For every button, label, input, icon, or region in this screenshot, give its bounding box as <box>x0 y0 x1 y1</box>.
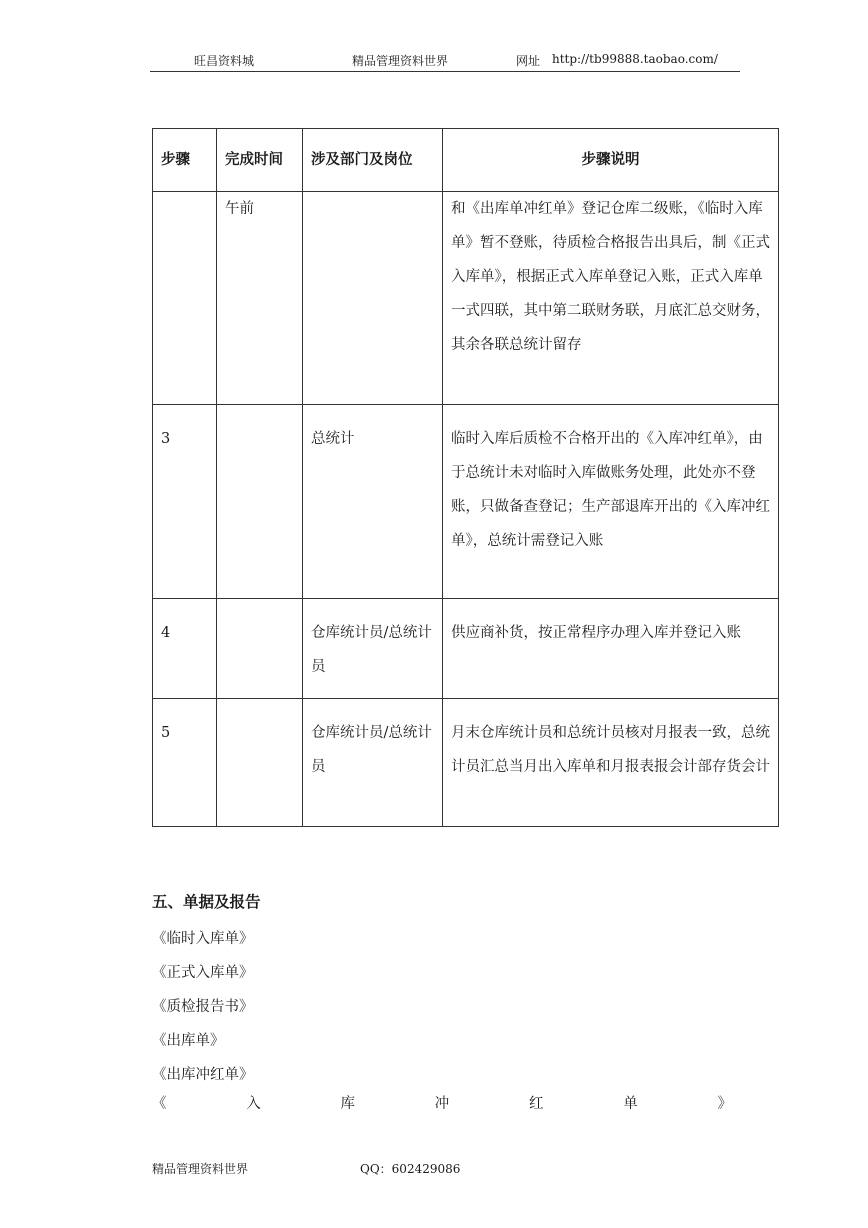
spread-char: 入 <box>246 1096 261 1112</box>
spread-char: 冲 <box>434 1096 450 1112</box>
header-url-label: 网址 <box>516 54 541 68</box>
table-row <box>153 192 779 405</box>
list-item: 《临时入库单》 <box>152 931 254 947</box>
steps-table <box>152 128 779 827</box>
cell-dept: 仓库统计员/总统计员 <box>303 599 443 699</box>
list-item: 《出库冲红单》 <box>152 1067 254 1083</box>
header-left-text: 旺昌资料城 <box>194 54 255 68</box>
table-row <box>153 599 779 699</box>
cell-time <box>217 599 303 699</box>
header-middle-text: 精品管理资料世界 <box>352 54 449 68</box>
footer-qq: QQ：602429086 <box>360 1162 461 1176</box>
table-row <box>153 405 779 599</box>
cell-dept: 仓库统计员/总统计员 <box>303 699 443 827</box>
list-item: 《正式入库单》 <box>152 965 254 981</box>
cell-time <box>217 699 303 827</box>
header-time: 完成时间 <box>217 129 303 192</box>
header-divider <box>150 71 740 72</box>
header-desc: 步骤说明 <box>443 129 779 192</box>
page-header <box>150 52 740 72</box>
table-header-row <box>153 129 779 192</box>
spread-char: 库 <box>340 1096 355 1112</box>
list-item: 《出库单》 <box>152 1033 225 1049</box>
section-title: 五、单据及报告 <box>152 892 261 911</box>
list-item: 《质检报告书》 <box>152 999 254 1015</box>
spread-char: 》 <box>717 1096 732 1112</box>
cell-time: 午前 <box>217 192 303 405</box>
cell-dept <box>303 192 443 405</box>
spread-document-title <box>152 1092 732 1113</box>
cell-step: 4 <box>153 599 217 699</box>
spread-char: 《 <box>152 1096 167 1112</box>
table-row <box>153 699 779 827</box>
footer-left-text: 精品管理资料世界 <box>152 1162 249 1176</box>
cell-time <box>217 405 303 599</box>
cell-step: 5 <box>153 699 217 827</box>
cell-step <box>153 192 217 405</box>
cell-desc: 供应商补货，按正常程序办理入库并登记入账 <box>443 599 779 699</box>
header-step: 步骤 <box>153 129 217 192</box>
cell-desc: 月末仓库统计员和总统计员核对月报表一致，总统计员汇总当月出入库单和月报表报会计部存货会计 <box>443 699 779 827</box>
cell-step: 3 <box>153 405 217 599</box>
cell-dept: 总统计 <box>303 405 443 599</box>
header-url[interactable]: http://tb99888.taobao.com/ <box>552 52 718 66</box>
document-list <box>152 922 254 1092</box>
spread-char: 单 <box>623 1096 638 1112</box>
header-dept: 涉及部门及岗位 <box>303 129 443 192</box>
cell-desc: 和《出库单冲红单》登记仓库二级账，《临时入库单》暂不登账，待质检合格报告出具后，制《正式入库单》，根据正式入库单登记入账，正式入库单一式四联，其中第二联财务联，月底汇总交财务，其余各联总统计留存 <box>443 192 779 405</box>
spread-char: 红 <box>529 1096 544 1112</box>
cell-desc: 临时入库后质检不合格开出的《入库冲红单》，由于总统计未对临时入库做账务处理，此处亦不登账，只做备查登记；生产部退库开出的《入库冲红单》，总统计需登记入账 <box>443 405 779 599</box>
